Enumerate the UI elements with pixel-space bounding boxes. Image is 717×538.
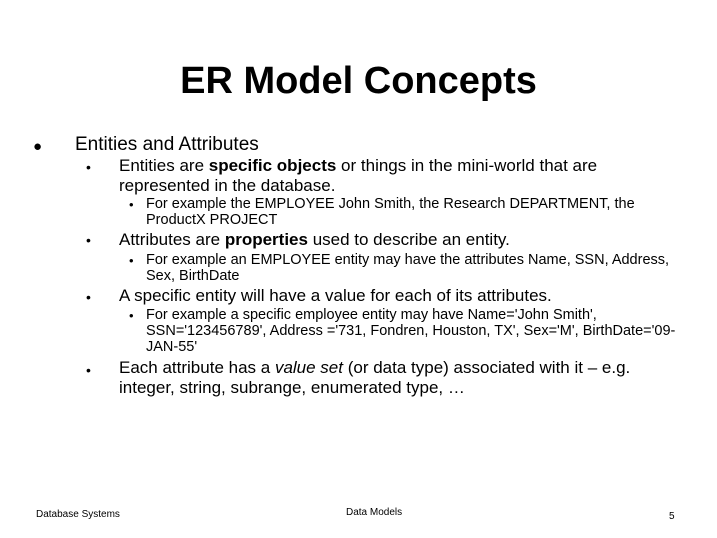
item-2-text-part: used to describe an entity. (307, 230, 510, 249)
item-1-sub-bullet: • (129, 197, 134, 212)
item-1-bullet: • (86, 159, 91, 175)
item-1-emphasis: specific objects (208, 156, 337, 175)
item-2-bullet: • (86, 232, 91, 248)
item-2-text (119, 230, 679, 250)
slide-title: ER Model Concepts (180, 60, 537, 102)
item-2-example: For example an EMPLOYEE entity may have the attributes Name, SSN, Address, Sex, BirthDate (146, 252, 670, 284)
item-4-emphasis: value set (274, 358, 343, 377)
item-3-text-part: A specific entity will have a value for each of its attributes. (119, 286, 552, 305)
footer-course-name: Database Systems (36, 509, 120, 520)
item-4-bullet: • (86, 362, 91, 378)
item-3-text (119, 286, 679, 306)
level1-bullet: ● (33, 138, 43, 155)
item-3-sub-bullet: • (129, 308, 134, 323)
item-1-text-part: or things in the mini-world that are represented in the database. (119, 156, 598, 195)
item-1-example: For example the EMPLOYEE John Smith, the Research DEPARTMENT, the ProductX PROJECT (146, 196, 635, 228)
item-2-emphasis: properties (224, 230, 308, 249)
page-number: 5 (669, 511, 675, 522)
item-4-text (119, 358, 679, 398)
item-4-text-part: Each attribute has a (119, 358, 275, 377)
item-1-text (119, 156, 679, 196)
item-3-example: For example a specific employee entity may have Name='John Smith', SSN='123456789', Address ='731, Fondren, Houston, TX', Sex='M', BirthDate='09-JAN-55' (146, 307, 676, 355)
item-3-bullet: • (86, 289, 91, 305)
item-1-text-part: Entities are (119, 156, 209, 175)
footer-chapter-name: Data Models (346, 507, 403, 518)
item-4-text-part: (or data type) associated with it – e.g. integer, string, subrange, enumerated type, … (119, 358, 631, 397)
item-2-text-part: Attributes are (119, 230, 225, 249)
level1-heading: Entities and Attributes (75, 134, 259, 155)
item-2-sub-bullet: • (129, 253, 134, 268)
